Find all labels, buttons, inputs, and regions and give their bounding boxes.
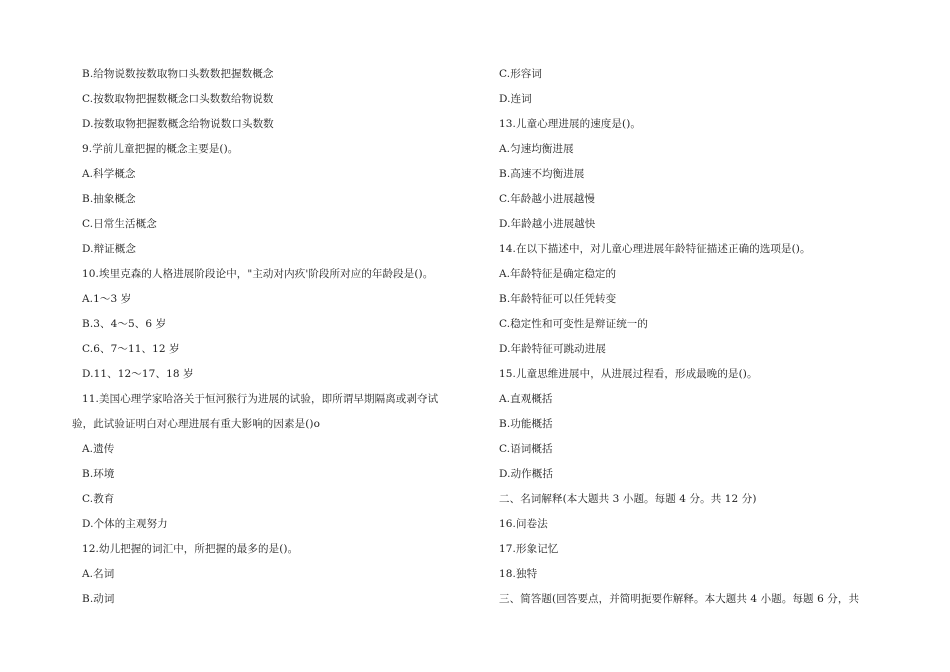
option-text: A.遗传 — [82, 443, 115, 455]
option-text: D.年龄特征可跳动进展 — [499, 343, 606, 355]
option-text: C.教育 — [82, 493, 115, 505]
question-text: 16.问卷法 — [499, 518, 548, 530]
option-text: D.年龄越小进展越快 — [499, 218, 596, 230]
option-text: B.年龄特征可以任凭转变 — [499, 293, 617, 305]
option-text: B.高速不均衡进展 — [499, 168, 585, 180]
option-text: D.辩证概念 — [82, 243, 136, 255]
left-column — [72, 64, 482, 614]
question-text: 9.学前儿童把握的概念主要是()。 — [82, 143, 239, 155]
right-column — [499, 64, 899, 614]
option-text: A.直观概括 — [499, 393, 553, 405]
option-text: C.日常生活概念 — [82, 218, 157, 230]
question-text-continued: 验，此试验证明白对心理进展有重大影响的因素是()o — [72, 418, 321, 430]
section-heading: 二、名词解释(本大题共 3 小题。每题 4 分。共 12 分) — [499, 493, 757, 505]
option-text: D.动作概括 — [499, 468, 553, 480]
question-text: 10.埃里克森的人格进展阶段论中，"主动对内疚'阶段所对应的年龄段是()。 — [82, 268, 434, 280]
question-text: 14.在以下描述中，对儿童心理进展年龄特征描述正确的选项是()。 — [499, 243, 811, 255]
option-text: A.名词 — [82, 568, 115, 580]
question-text: 11.美国心理学家哈洛关于恒河猴行为进展的试验，即所谓早期隔离或剥夺试 — [82, 393, 439, 405]
option-text: A.匀速均衡进展 — [499, 143, 574, 155]
option-text: D.连词 — [499, 93, 532, 105]
option-text: C.6、7～11、12 岁 — [82, 343, 180, 355]
option-text: C.语词概括 — [499, 443, 553, 455]
option-text: B.抽象概念 — [82, 193, 136, 205]
question-text: 18.独特 — [499, 568, 538, 580]
option-text: A.科学概念 — [82, 168, 136, 180]
text-line: D.按数取物把握数概念给物说数口头数数 — [82, 118, 274, 130]
option-text: D.11、12～17、18 岁 — [82, 368, 194, 380]
question-text: 17.形象记忆 — [499, 543, 559, 555]
option-text: C.年龄越小进展越慢 — [499, 193, 595, 205]
text-line: C.按数取物把握数概念口头数数给物说数 — [82, 93, 274, 105]
option-text: C.形容词 — [499, 68, 542, 80]
option-text: D.个体的主观努力 — [82, 518, 168, 530]
option-text: A.1～3 岁 — [82, 293, 132, 305]
option-text: B.环境 — [82, 468, 115, 480]
option-text: A.年龄特征是确定稳定的 — [499, 268, 617, 280]
question-text: 13.儿童心理进展的速度是()。 — [499, 118, 641, 130]
text-line: B.给物说数按数取物口头数数把握数概念 — [82, 68, 274, 80]
option-text: C.稳定性和可变性是辩证统一的 — [499, 318, 648, 330]
question-text: 12.幼儿把握的词汇中，所把握的最多的是()。 — [82, 543, 299, 555]
question-text: 15.儿童思维进展中，从进展过程看，形成最晚的是()。 — [499, 368, 758, 380]
option-text: B.功能概括 — [499, 418, 553, 430]
section-heading: 三、简答题(回答要点，并简明扼要作解释。本大题共 4 小题。每题 6 分，共 — [499, 593, 860, 605]
option-text: B.3、4～5、6 岁 — [82, 318, 167, 330]
option-text: B.动词 — [82, 593, 115, 605]
